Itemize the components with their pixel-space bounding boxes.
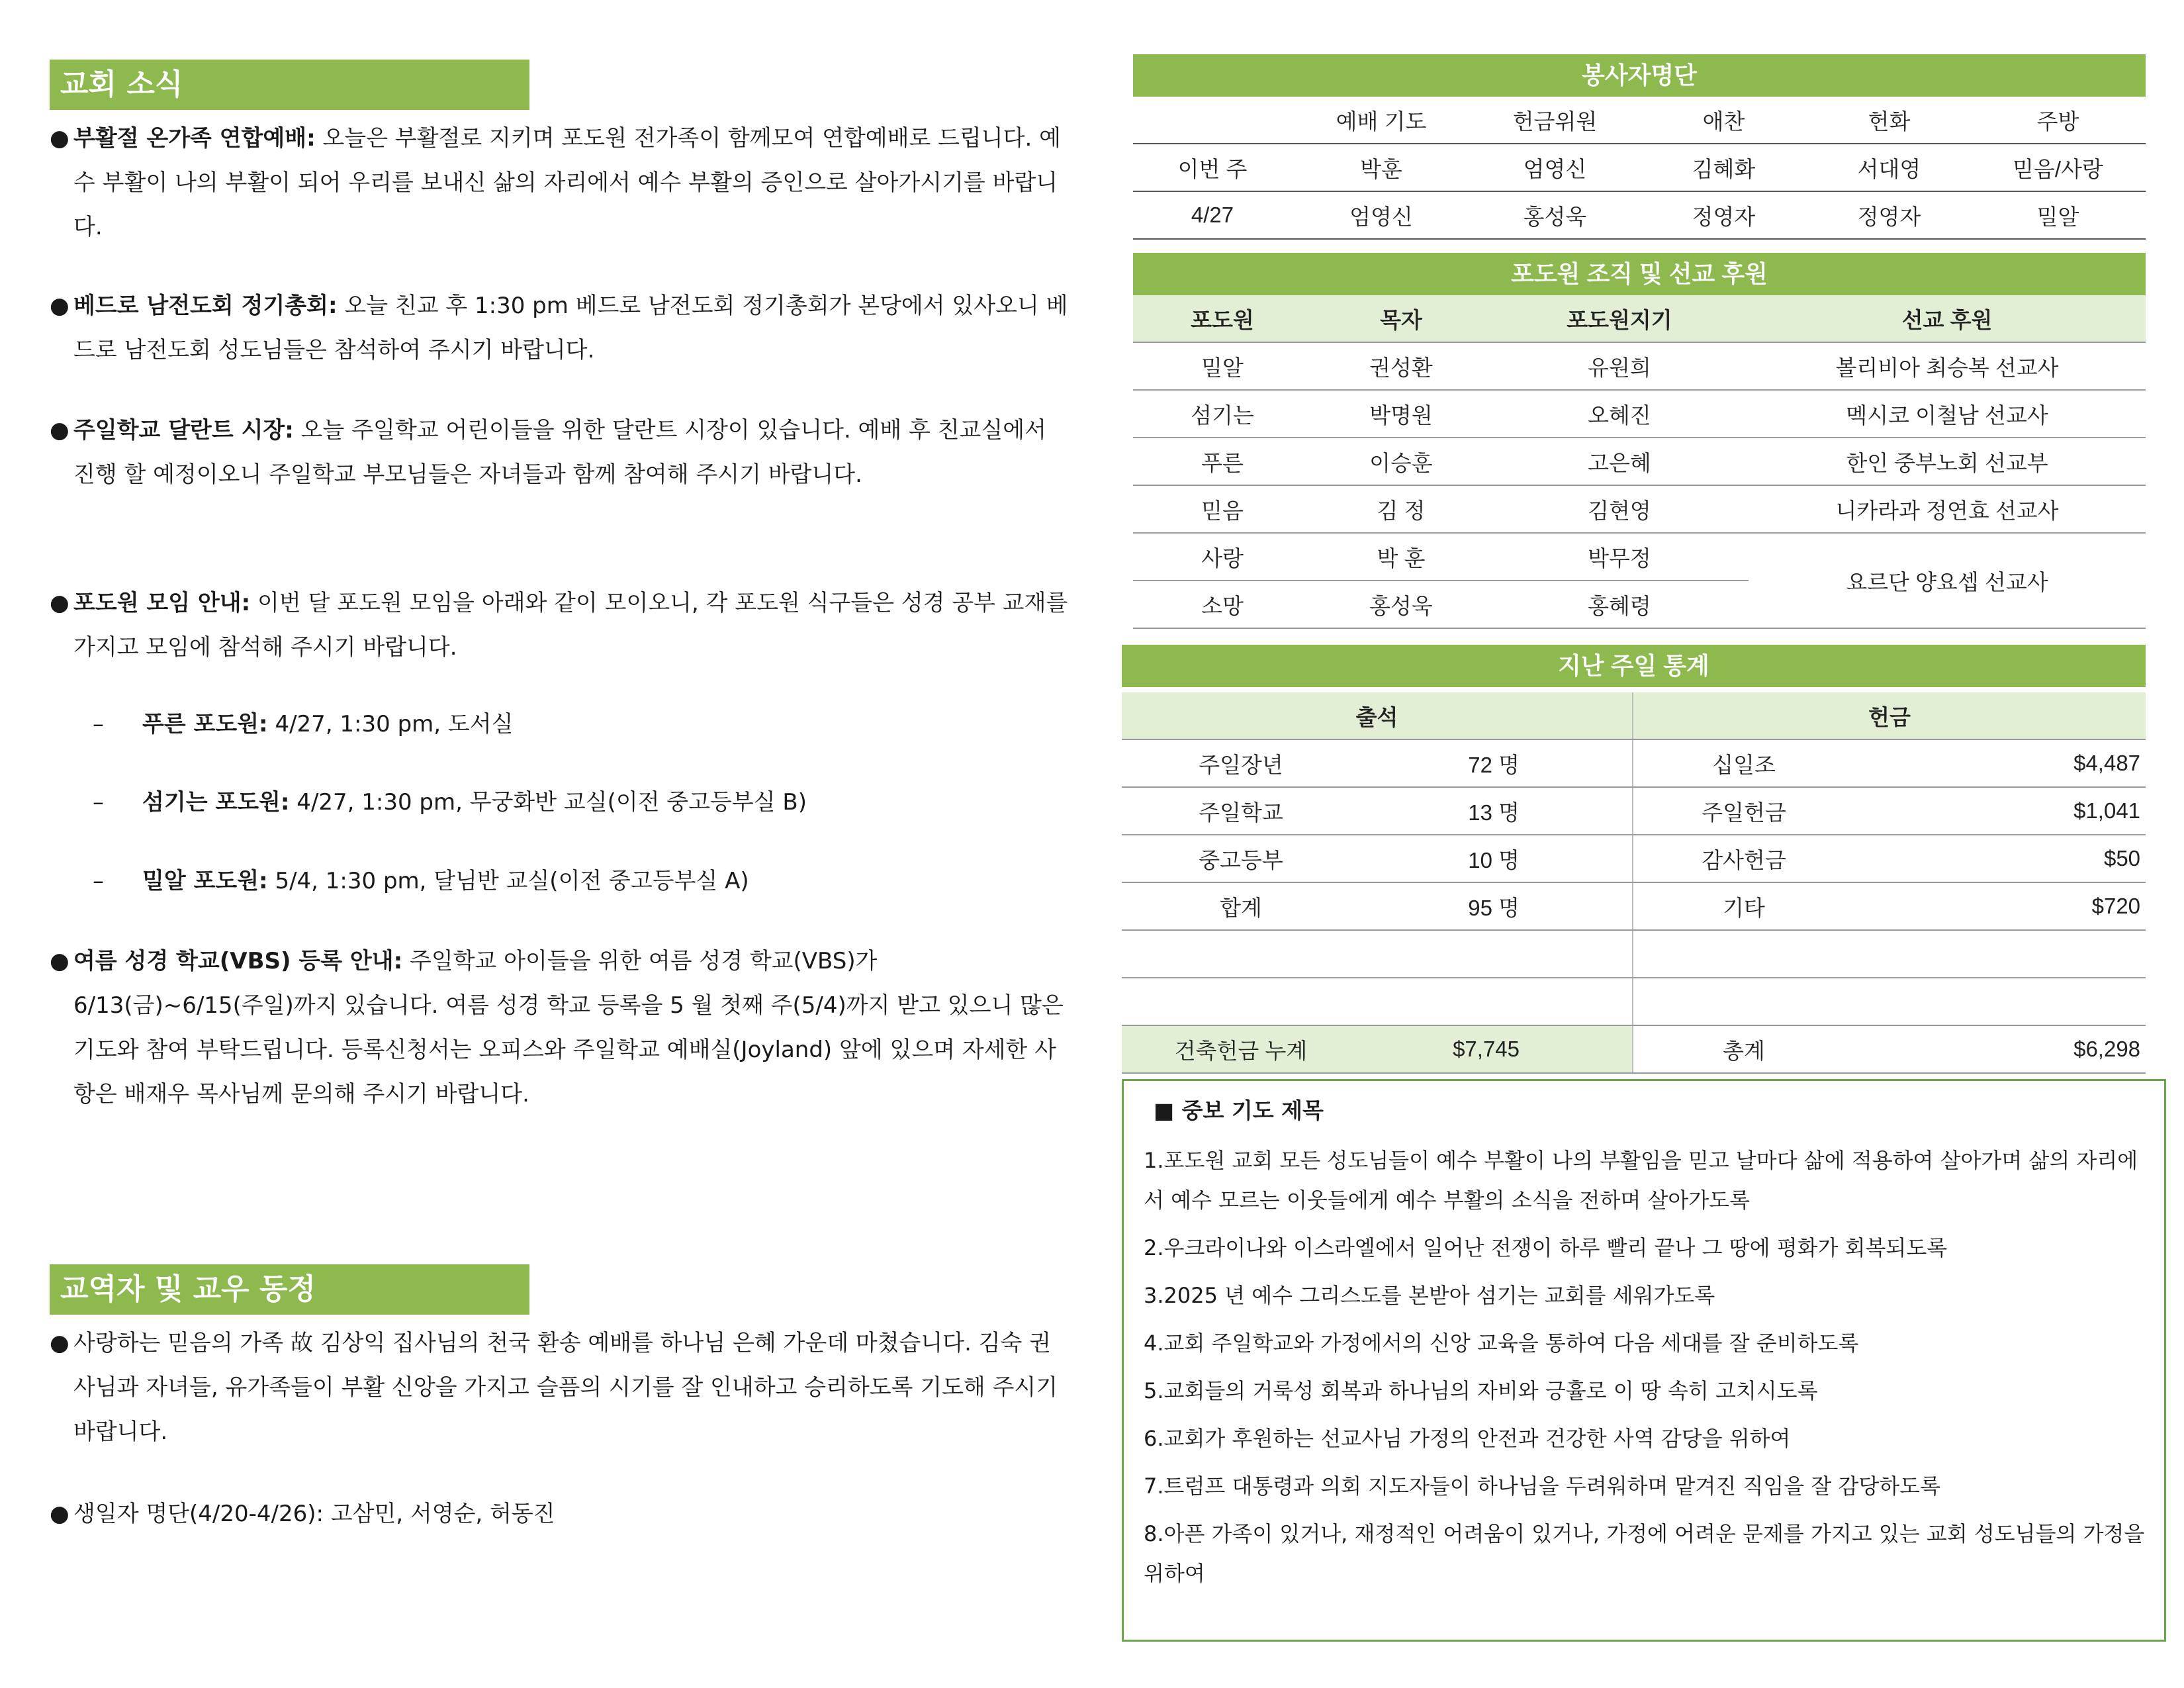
- table-row: [1122, 978, 2146, 1025]
- table-cell: 권성환: [1312, 342, 1490, 390]
- table-cell: 72 명: [1360, 739, 1633, 787]
- bullet-icon: ●: [50, 293, 69, 319]
- vineyard-subitem-pureun: [93, 708, 1052, 741]
- table-cell: 푸른: [1133, 438, 1312, 485]
- table-row: [1122, 787, 2146, 835]
- prayer-item: 6.교회가 후원하는 선교사님 가정의 안전과 건강한 사역 감당을 위하여: [1144, 1426, 1791, 1451]
- column-header: 애찬: [1639, 97, 1808, 144]
- prayer-box: [1122, 1079, 2166, 1642]
- table-cell-merged: 요르단 양요셉 선교사: [1749, 533, 2146, 628]
- table-cell: 믿음: [1133, 485, 1312, 533]
- table-cell: [1122, 978, 1360, 1025]
- stats-table-title: 지난 주일 통계: [1122, 645, 2146, 687]
- subitem-text: 5/4, 1:30 pm, 달님반 교실(이전 중고등부실 A): [267, 868, 749, 894]
- table-cell: [1633, 978, 1854, 1025]
- prayer-item: 2.우크라이나와 이스라엘에서 일어난 전쟁이 하루 빨리 끝나 그 땅에 평화가 회복되도록: [1144, 1235, 1948, 1260]
- prayer-title: ■ 중보 기도 제목: [1154, 1098, 1324, 1123]
- table-cell: [1360, 978, 1633, 1025]
- subitem-lead: 섬기는 포도원:: [142, 789, 290, 816]
- table-cell: 홍혜령: [1490, 581, 1749, 628]
- table-cell: 홍성욱: [1471, 191, 1639, 239]
- news-item-text: 주일학교 아이들을 위한 여름 성경 학교(VBS)가 6/13(금)~6/15(주일)까지 있습니다. 여름 성경 학교 등록을 5 월 첫째 주(5/4)까지 받고 있으니 많은 기도와 참여 부탁드립니다. 등록신청서는 오피스와 주일학교 예배실(Joyland) 앞에 있으며 자세한 사항은 배재우 목사님께 문의해 주시기 바랍니다.: [73, 948, 1064, 1107]
- table-cell: 합계: [1122, 882, 1360, 930]
- table-cell: 서대영: [1808, 144, 1970, 191]
- column-header: 주방: [1970, 97, 2146, 144]
- attendance-header: 출석: [1122, 692, 1633, 739]
- table-cell: 중고등부: [1122, 835, 1360, 882]
- bullet-icon: ●: [50, 1501, 69, 1527]
- table-cell: 홍성욱: [1312, 581, 1490, 628]
- table-cell: 총계: [1633, 1025, 1854, 1073]
- table-cell: 정영자: [1639, 191, 1808, 239]
- table-cell: 95 명: [1360, 882, 1633, 930]
- table-row: [1133, 533, 2146, 581]
- fellowship-item-text: 사랑하는 믿음의 가족 故 김상익 집사님의 천국 환송 예배를 하나님 은혜 가운데 마쳤습니다. 김숙 권사님과 자녀들, 유가족들이 부활 신앙을 가지고 슬픔의 시기를 잘 인내하고 승리하도록 기도해 주시기 바랍니다.: [73, 1330, 1058, 1445]
- prayer-item: 1.포도원 교회 모든 성도님들이 예수 부활이 나의 부활임을 믿고 날마다 삶에 적용하여 살아가며 삶의 자리에서 예수 모르는 이웃들에게 예수 부활의 소식을 전하며 살아가도록: [1144, 1148, 2138, 1213]
- news-item-lead: 여름 성경 학교(VBS) 등록 안내:: [73, 948, 403, 974]
- table-cell: 김현영: [1490, 485, 1749, 533]
- table-cell: $720: [1854, 882, 2146, 930]
- fellowship-header: 교역자 및 교우 동정: [50, 1264, 529, 1315]
- table-row: [1122, 835, 2146, 882]
- subitem-text: 4/27, 1:30 pm, 도서실: [267, 711, 514, 737]
- bullet-icon: ●: [50, 590, 69, 616]
- bullet-icon: ●: [50, 417, 69, 444]
- table-cell: 니카라과 정연효 선교사: [1749, 485, 2146, 533]
- table-cell: 감사헌금: [1633, 835, 1854, 882]
- table-cell: 엄영신: [1292, 191, 1471, 239]
- table-row: [1133, 485, 2146, 533]
- news-item-talent-market: [50, 408, 1072, 497]
- news-item-vbs: [50, 939, 1072, 1117]
- table-cell: 멕시코 이철남 선교사: [1749, 390, 2146, 438]
- news-item-easter: [50, 117, 1072, 250]
- table-cell: [1122, 930, 1360, 978]
- church-news-header: 교회 소식: [50, 60, 529, 110]
- table-cell: 십일조: [1633, 739, 1854, 787]
- news-item-text: 오늘 주일학교 어린이들을 위한 달란트 시장이 있습니다. 예배 후 친교실에서 진행 할 예정이오니 주일학교 부모님들은 자녀들과 함께 참여해 주시기 바랍니다.: [73, 417, 1046, 488]
- news-item-text: 오늘은 부활절로 지키며 포도원 전가족이 함께모여 연합예배로 드립니다. 예수 부활이 나의 부활이 되어 우리를 보내신 삶의 자리에서 예수 부활의 증인으로 살아가시기를 바랍니다.: [73, 125, 1061, 240]
- column-header: 헌금위원: [1471, 97, 1639, 144]
- column-header: 헌화: [1808, 97, 1970, 144]
- prayer-item: 5.교회들의 거룩성 회복과 하나님의 자비와 긍휼로 이 땅 속히 고치시도록: [1144, 1378, 1818, 1403]
- table-cell: 4/27: [1133, 191, 1292, 239]
- subitem-text: 4/27, 1:30 pm, 무궁화반 교실(이전 중고등부실 B): [289, 789, 807, 816]
- dash-icon: –: [93, 868, 104, 894]
- table-header-row: [1133, 97, 2146, 144]
- subitem-lead: 푸른 포도원:: [142, 711, 268, 737]
- news-item-lead: 부활절 온가족 연합예배:: [73, 125, 316, 152]
- table-cell: $7,745: [1360, 1025, 1633, 1073]
- table-cell: 밀알: [1970, 191, 2146, 239]
- news-item-lead: 주일학교 달란트 시장:: [73, 417, 294, 444]
- table-cell: 정영자: [1808, 191, 1970, 239]
- table-footer-row: [1122, 1025, 2146, 1073]
- table-cell: 건축헌금 누계: [1122, 1025, 1360, 1073]
- column-header: 예배 기도: [1292, 97, 1471, 144]
- column-header: 선교 후원: [1749, 295, 2146, 342]
- dash-icon: –: [93, 789, 104, 816]
- table-cell: 유원희: [1490, 342, 1749, 390]
- news-item-text: 이번 달 포도원 모임을 아래와 같이 모이오니, 각 포도원 식구들은 성경 공부 교재를 가지고 모임에 참석해 주시기 바랍니다.: [73, 590, 1068, 661]
- prayer-item: 3.2025 년 예수 그리스도를 본받아 섬기는 교회를 세워가도록: [1144, 1283, 1715, 1308]
- table-cell: 박 훈: [1312, 533, 1490, 581]
- table-row: [1122, 930, 2146, 978]
- table-cell: 박훈: [1292, 144, 1471, 191]
- column-header: 포도원: [1133, 295, 1312, 342]
- table-cell: [1360, 930, 1633, 978]
- table-cell: 섬기는: [1133, 390, 1312, 438]
- subitem-lead: 밀알 포도원:: [142, 868, 268, 894]
- table-cell: 엄영신: [1471, 144, 1639, 191]
- table-cell: [1854, 978, 2146, 1025]
- table-cell: 김혜화: [1639, 144, 1808, 191]
- fellowship-item-text: 생일자 명단(4/20-4/26): 고삼민, 서영순, 허동진: [73, 1501, 555, 1527]
- prayer-item: 4.교회 주일학교와 가정에서의 신앙 교육을 통하여 다음 세대를 잘 준비하도록: [1144, 1331, 1859, 1356]
- dash-icon: –: [93, 711, 104, 737]
- news-item-peter-meeting: [50, 284, 1072, 373]
- bullet-icon: ●: [50, 1330, 69, 1356]
- table-cell: 김 정: [1312, 485, 1490, 533]
- volunteer-table-title: 봉사자명단: [1133, 54, 2146, 97]
- table-cell: [1854, 930, 2146, 978]
- table-cell: $50: [1854, 835, 2146, 882]
- table-cell: $4,487: [1854, 739, 2146, 787]
- table-cell: 박무정: [1490, 533, 1749, 581]
- table-cell: 기타: [1633, 882, 1854, 930]
- fellowship-item-birthdays: [50, 1492, 1072, 1536]
- table-cell: 13 명: [1360, 787, 1633, 835]
- prayer-list: [1144, 1141, 2150, 1601]
- table-row: [1133, 144, 2146, 191]
- table-row: [1133, 191, 2146, 239]
- table-cell: 이승훈: [1312, 438, 1490, 485]
- volunteer-table: [1133, 97, 2146, 240]
- table-cell: 사랑: [1133, 533, 1312, 581]
- table-row: [1133, 342, 2146, 390]
- news-item-lead: 포도원 모임 안내:: [73, 590, 251, 616]
- table-cell: 주일학교: [1122, 787, 1360, 835]
- table-header-row: [1122, 692, 2146, 739]
- offering-header: 헌금: [1633, 692, 2146, 739]
- news-item-vineyard-meeting: [50, 581, 1072, 670]
- organization-table: [1133, 295, 2146, 629]
- stats-table: [1122, 692, 2146, 1074]
- table-cell: 밀알: [1133, 342, 1312, 390]
- vineyard-subitem-seomgineun: [93, 786, 1052, 819]
- table-cell: 소망: [1133, 581, 1312, 628]
- fellowship-item-funeral: [50, 1321, 1072, 1454]
- bullet-icon: ●: [50, 948, 69, 974]
- column-header: [1133, 97, 1292, 144]
- table-cell: 이번 주: [1133, 144, 1292, 191]
- table-cell: 주일장년: [1122, 739, 1360, 787]
- news-item-lead: 베드로 남전도회 정기총회:: [73, 293, 338, 319]
- table-header-row: [1133, 295, 2146, 342]
- column-header: 목자: [1312, 295, 1490, 342]
- table-cell: 주일헌금: [1633, 787, 1854, 835]
- table-cell: 10 명: [1360, 835, 1633, 882]
- table-cell: 고은혜: [1490, 438, 1749, 485]
- table-cell: [1633, 930, 1854, 978]
- table-row: [1122, 739, 2146, 787]
- organization-table-title: 포도원 조직 및 선교 후원: [1133, 253, 2146, 295]
- table-row: [1122, 882, 2146, 930]
- prayer-item: 8.아픈 가족이 있거나, 재정적인 어려움이 있거나, 가정에 어려운 문제를 가지고 있는 교회 성도님들의 가정을 위하여: [1144, 1521, 2145, 1586]
- column-header: 포도원지기: [1490, 295, 1749, 342]
- table-row: [1133, 438, 2146, 485]
- table-cell: 한인 중부노회 선교부: [1749, 438, 2146, 485]
- bullet-icon: ●: [50, 125, 69, 152]
- table-cell: 볼리비아 최승복 선교사: [1749, 342, 2146, 390]
- prayer-item: 7.트럼프 대통령과 의회 지도자들이 하나님을 두려워하며 맡겨진 직임을 잘 감당하도록: [1144, 1474, 1941, 1499]
- table-cell: $1,041: [1854, 787, 2146, 835]
- table-cell: 오혜진: [1490, 390, 1749, 438]
- news-item-text: 오늘 친교 후 1:30 pm 베드로 남전도회 정기총회가 본당에서 있사오니 베드로 남전도회 성도님들은 참석하여 주시기 바랍니다.: [73, 293, 1068, 363]
- table-cell: $6,298: [1854, 1025, 2146, 1073]
- table-cell: 믿음/사랑: [1970, 144, 2146, 191]
- table-cell: 박명원: [1312, 390, 1490, 438]
- vineyard-subitem-mial: [93, 865, 1052, 898]
- table-row: [1133, 390, 2146, 438]
